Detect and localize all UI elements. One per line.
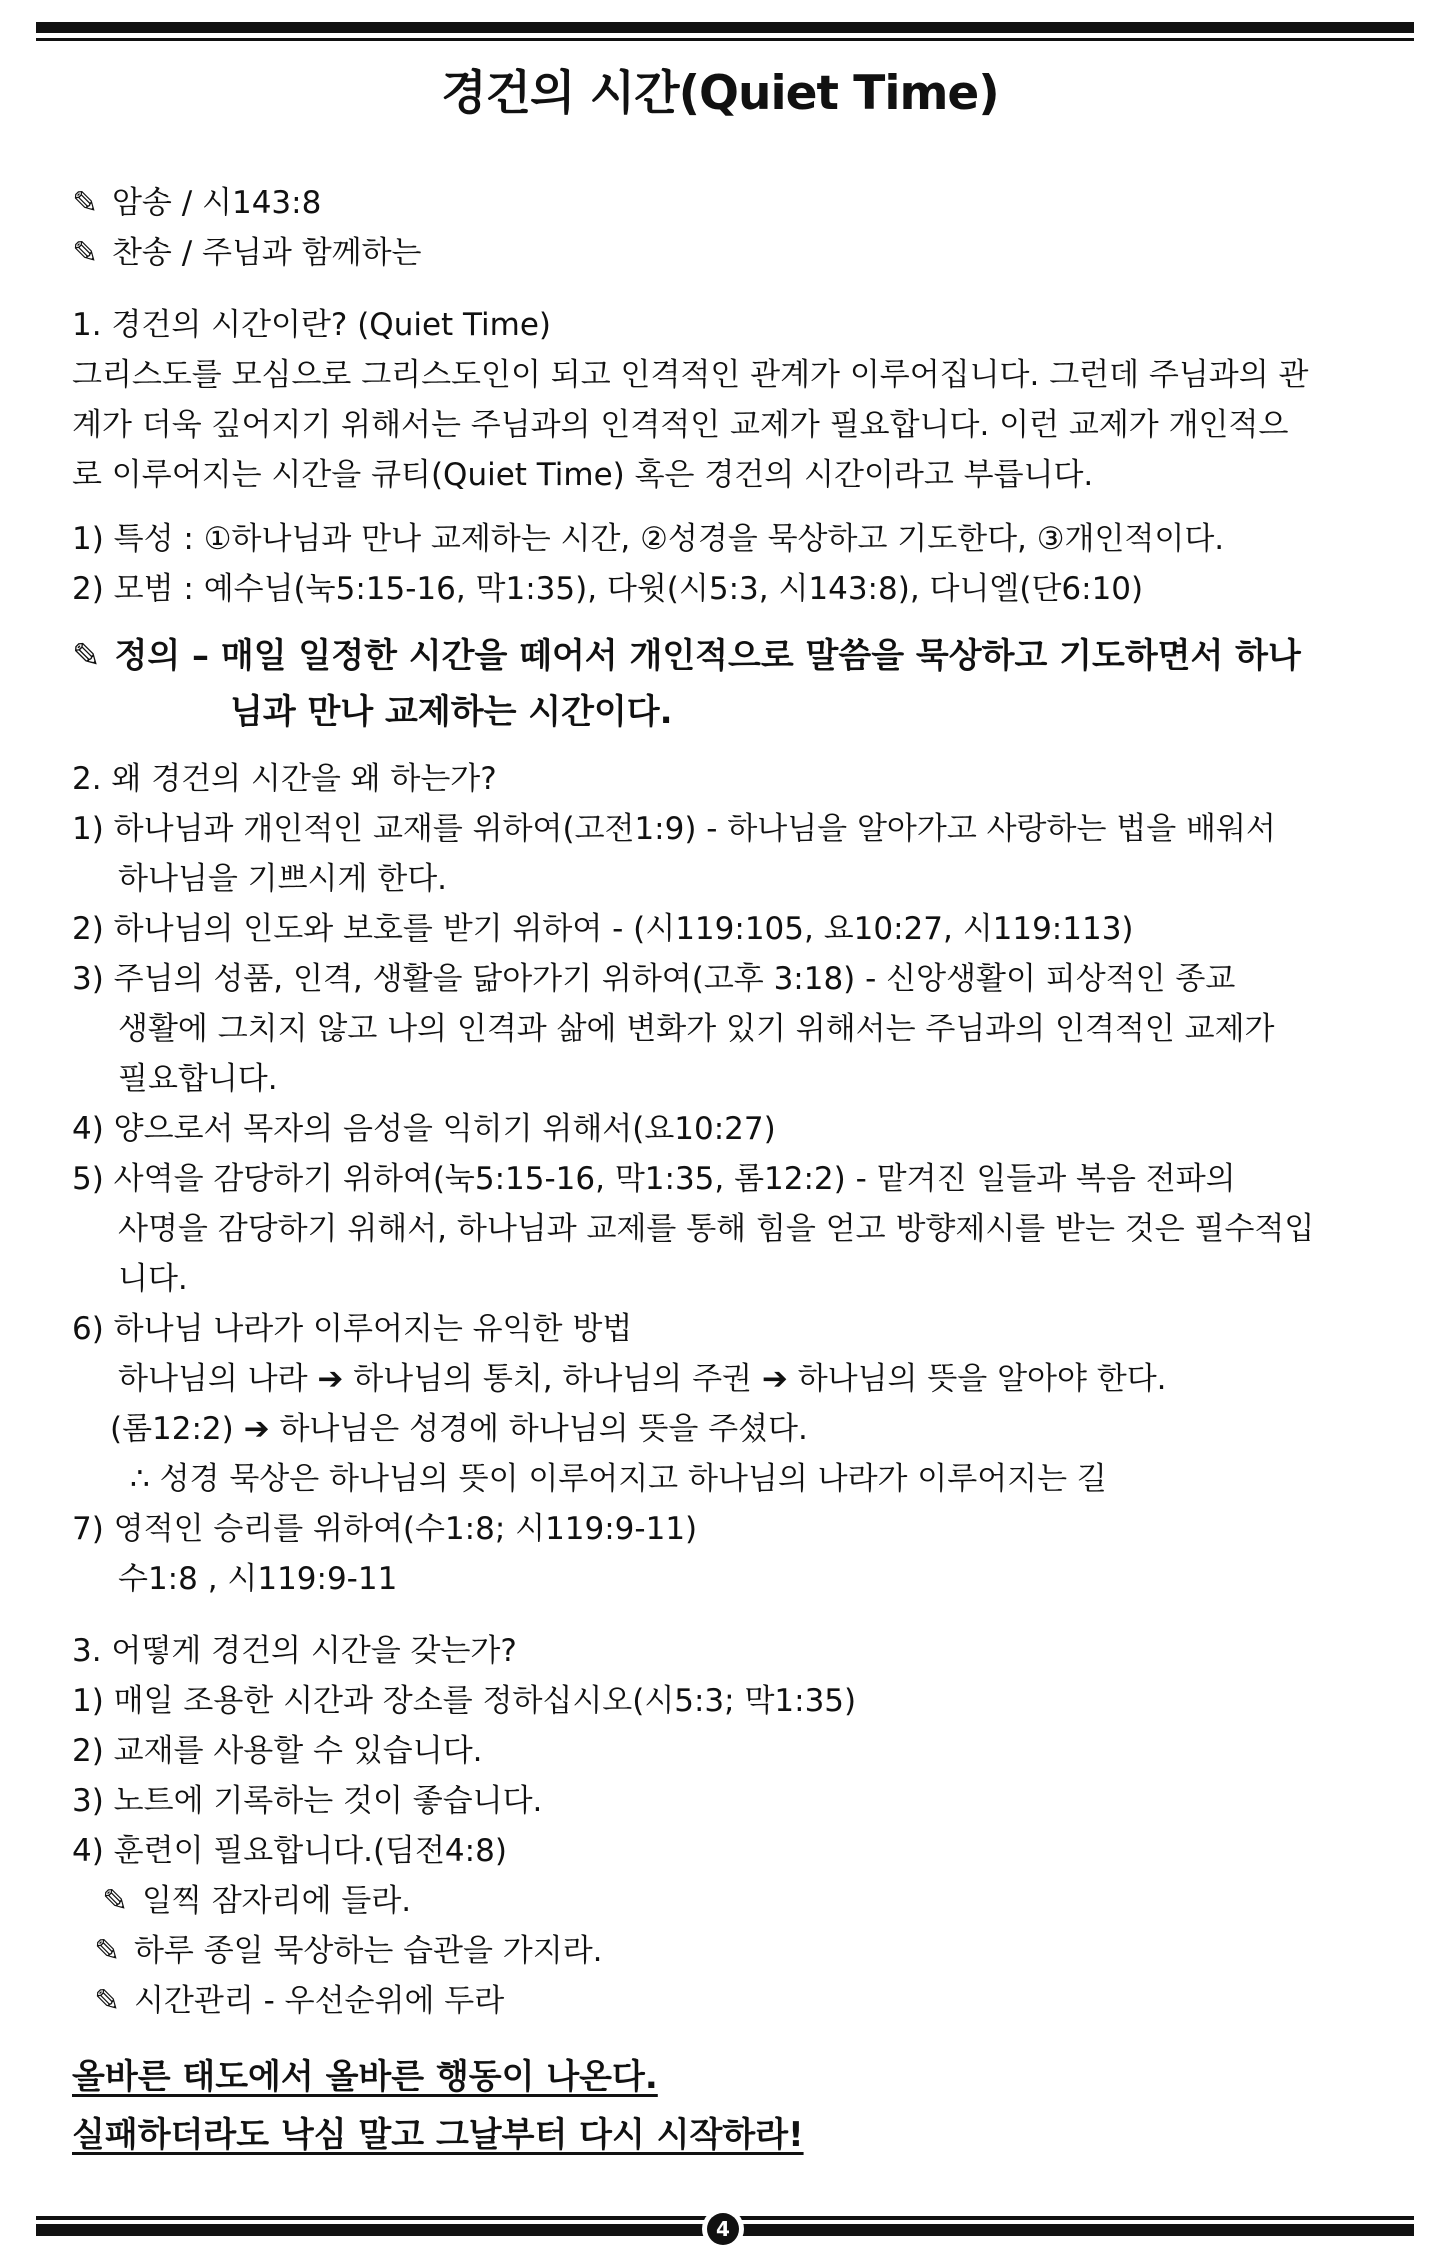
section2-heading: 2. 왜 경건의 시간을 왜 하는가? (72, 761, 497, 797)
pencil-icon: ✎ (72, 235, 98, 271)
method-4: 4) 훈련이 필요합니다.(딤전4:8) (72, 1833, 507, 1869)
reason-1-cont: 하나님을 기쁘시게 한다. (118, 861, 448, 897)
reason-5-cont: 사명을 감당하기 위해서, 하나님과 교제를 통해 힘을 얻고 방향제시를 받는 것은 필수적입 (118, 1211, 1315, 1247)
tip-line (72, 1926, 1392, 1976)
closing-statement: 실패하더라도 낙심 말고 그날부터 다시 시작하라! (72, 2115, 804, 2155)
reason-3-cont: 생활에 그치지 않고 나의 인격과 삶에 변화가 있기 위해서는 주님과의 인격적인 교제가 (118, 1011, 1275, 1047)
tip-text: 시간관리 - 우선순위에 두라 (133, 1983, 505, 2019)
pencil-icon: ✎ (72, 636, 101, 676)
hymn-line (72, 228, 1392, 278)
pencil-icon: ✎ (102, 1883, 128, 1919)
section1-paragraph-line: 로 이루어지는 시간을 큐티(Quiet Time) 혹은 경건의 시간이라고 부릅니다. (72, 457, 1094, 493)
tip-line (72, 1876, 1392, 1926)
reason-3: 3) 주님의 성품, 인격, 생활을 닮아가기 위하여(고후 3:18) - 신앙생활이 피상적인 종교 (72, 961, 1236, 997)
page-title: 경건의 시간(Quiet Time) (441, 66, 999, 121)
pencil-icon: ✎ (72, 185, 98, 221)
flow-step: 하나님의 통치, 하나님의 주권 (353, 1361, 753, 1397)
definition-text: 정의 – 매일 일정한 시간을 떼어서 개인적으로 말씀을 묵상하고 기도하면서 하나 (114, 636, 1301, 676)
kingdom-flow-line (72, 1404, 1392, 1454)
reason-5: 5) 사역을 감당하기 위하여(눅5:15-16, 막1:35, 롬12:2) - 맡겨진 일들과 복음 전파의 (72, 1161, 1236, 1197)
section3-heading: 3. 어떻게 경건의 시간을 갖는가? (72, 1633, 517, 1669)
reason-6: 6) 하나님 나라가 이루어지는 유익한 방법 (72, 1311, 633, 1347)
tip-text: 일찍 잠자리에 들라. (141, 1883, 412, 1919)
tip-text: 하루 종일 묵상하는 습관을 가지라. (133, 1933, 603, 1969)
reason-4: 4) 양으로서 목자의 음성을 익히기 위해서(요10:27) (72, 1111, 776, 1147)
pencil-icon: ✎ (94, 1933, 120, 1969)
characteristics-item: 1) 특성 : ①하나님과 만나 교제하는 시간, ②성경을 묵상하고 기도한다, ③개인적이다. (72, 521, 1225, 557)
section1-paragraph-line: 그리스도를 모심으로 그리스도인이 되고 인격적인 관계가 이루어집니다. 그런데 주님과의 관 (72, 357, 1309, 393)
definition-continuation: 님과 만나 교제하는 시간이다. (230, 692, 673, 732)
closing-statement: 올바른 태도에서 올바른 행동이 나온다. (72, 2057, 658, 2097)
kingdom-flow-line (72, 1354, 1392, 1404)
flow-step: 하나님의 나라 (118, 1361, 308, 1397)
reason-5-cont: 니다. (118, 1261, 188, 1297)
reason-7: 7) 영적인 승리를 위하여(수1:8; 시119:9-11) (72, 1511, 698, 1547)
reason-7-cont: 수1:8 , 시119:9-11 (118, 1561, 398, 1597)
reason-2: 2) 하나님의 인도와 보호를 받기 위하여 - (시119:105, 요10:27, 시119:113) (72, 911, 1134, 947)
section1-paragraph-line: 계가 더욱 깊어지기 위해서는 주님과의 인격적인 교제가 필요합니다. 이런 교제가 개인적으 (72, 407, 1289, 443)
examples-item: 2) 모범 : 예수님(눅5:15-16, 막1:35), 다윗(시5:3, 시143:8), 다니엘(단6:10) (72, 571, 1144, 607)
memorize-line (72, 178, 1392, 228)
document-body (72, 178, 1392, 2164)
flow-step: 하나님의 뜻을 알아야 한다. (797, 1361, 1167, 1397)
method-2: 2) 교재를 사용할 수 있습니다. (72, 1733, 483, 1769)
pencil-icon: ✎ (94, 1983, 120, 2019)
memorize-text: 암송 / 시143:8 (111, 185, 322, 221)
kingdom-conclusion: ∴ 성경 묵상은 하나님의 뜻이 이루어지고 하나님의 나라가 이루어지는 길 (130, 1461, 1107, 1497)
top-rule-thin (36, 38, 1414, 41)
method-3: 3) 노트에 기록하는 것이 좋습니다. (72, 1783, 543, 1819)
method-1: 1) 매일 조용한 시간과 장소를 정하십시오(시5:3; 막1:35) (72, 1683, 857, 1719)
reason-1: 1) 하나님과 개인적인 교재를 위하여(고전1:9) - 하나님을 알아가고 사랑하는 법을 배워서 (72, 811, 1276, 847)
page-footer (36, 2214, 1414, 2242)
hymn-text: 찬송 / 주님과 함께하는 (111, 235, 422, 271)
definition-line (72, 628, 1392, 684)
top-rule-thick (36, 22, 1414, 33)
flow-step: (롬12:2) (110, 1411, 234, 1447)
flow-step: 하나님은 성경에 하나님의 뜻을 주셨다. (279, 1411, 808, 1447)
arrow-right-icon: ➔ (761, 1361, 788, 1397)
arrow-right-icon: ➔ (243, 1411, 270, 1447)
section1-heading: 1. 경건의 시간이란? (Quiet Time) (72, 307, 552, 343)
arrow-right-icon: ➔ (317, 1361, 344, 1397)
tip-line (72, 1976, 1392, 2026)
reason-3-cont: 필요합니다. (118, 1061, 278, 1097)
page-number-badge: 4 (707, 2213, 739, 2245)
